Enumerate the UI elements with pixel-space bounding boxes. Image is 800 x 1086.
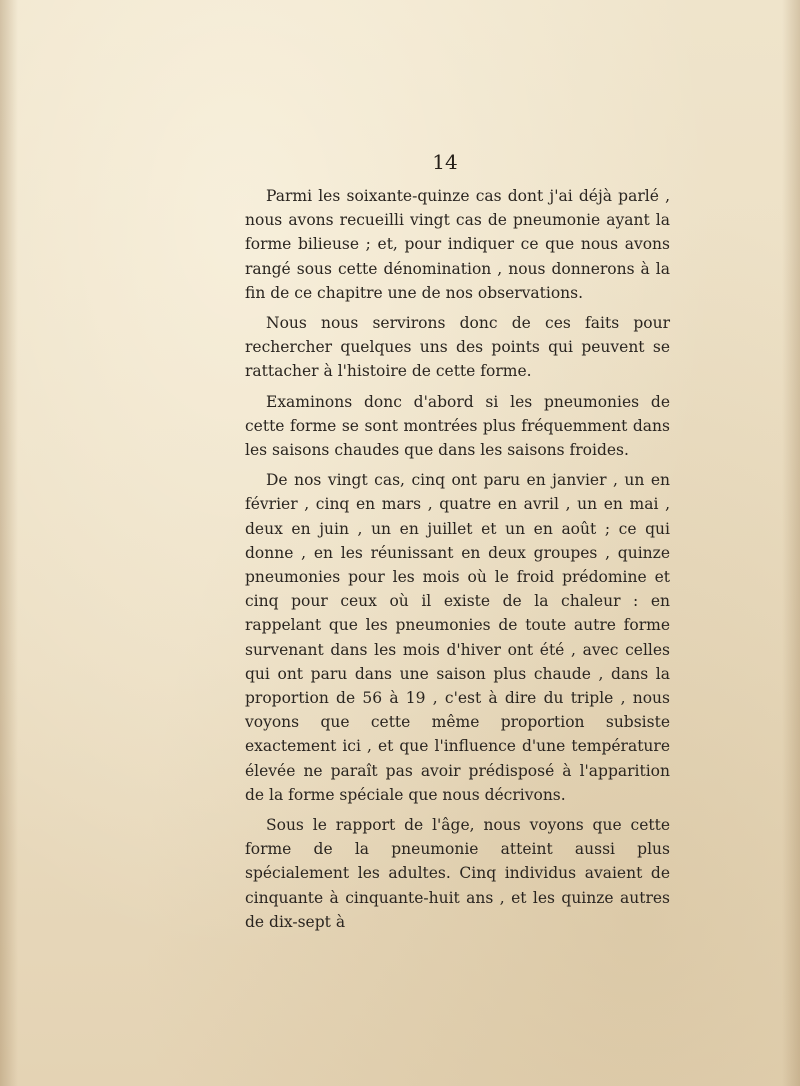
paragraph-1: Parmi les soixante-quinze cas dont j'ai déjà parlé , nous avons recueilli vingt cas de pneumonie ayant la forme bilieuse ; et, pour indiquer ce que nous avons rangé sous cette dénomination , nous donnerons à la fin de ce chapitre une de nos observations.: [245, 187, 670, 302]
body-text: [245, 184, 670, 940]
page-number: 14: [432, 150, 458, 174]
paragraph-3: Examinons donc d'abord si les pneumonies de cette forme se sont montrées plus fréquemment dans les saisons chaudes que dans les saisons froides.: [245, 392, 670, 460]
paragraph-4: De nos vingt cas, cinq ont paru en janvier , un en février , cinq en mars , quatre en avril , un en mai , deux en juin , un en juillet et un en août ; ce qui donne , en les réunissant en deux groupes , quinze pneumonies pour les mois où le froid prédomine et cinq pour ceux où il existe de la chaleur : en rappelant que les pneumonies de toute autre forme survenant dans les mois d'hiver ont été , avec celles qui ont paru dans une saison plus chaude , dans la proportion de 56 à 19 , c'est à dire du triple , nous voyons que cette même proportion subsiste exactement ici , et que l'influence d'une température élevée ne paraît pas avoir prédisposé à l'apparition de la forme spéciale que nous décrivons.: [245, 471, 670, 804]
paragraph-2: Nous nous servirons donc de ces faits pour rechercher quelques uns des points qui peuvent se rattacher à l'histoire de cette forme.: [245, 314, 670, 381]
paragraph-5: Sous le rapport de l'âge, nous voyons que cette forme de la pneumonie atteint aussi plus spécialement les adultes. Cinq individus avaient de cinquante à cinquante-huit ans , et les quinze autres de dix-sept à: [245, 816, 670, 931]
